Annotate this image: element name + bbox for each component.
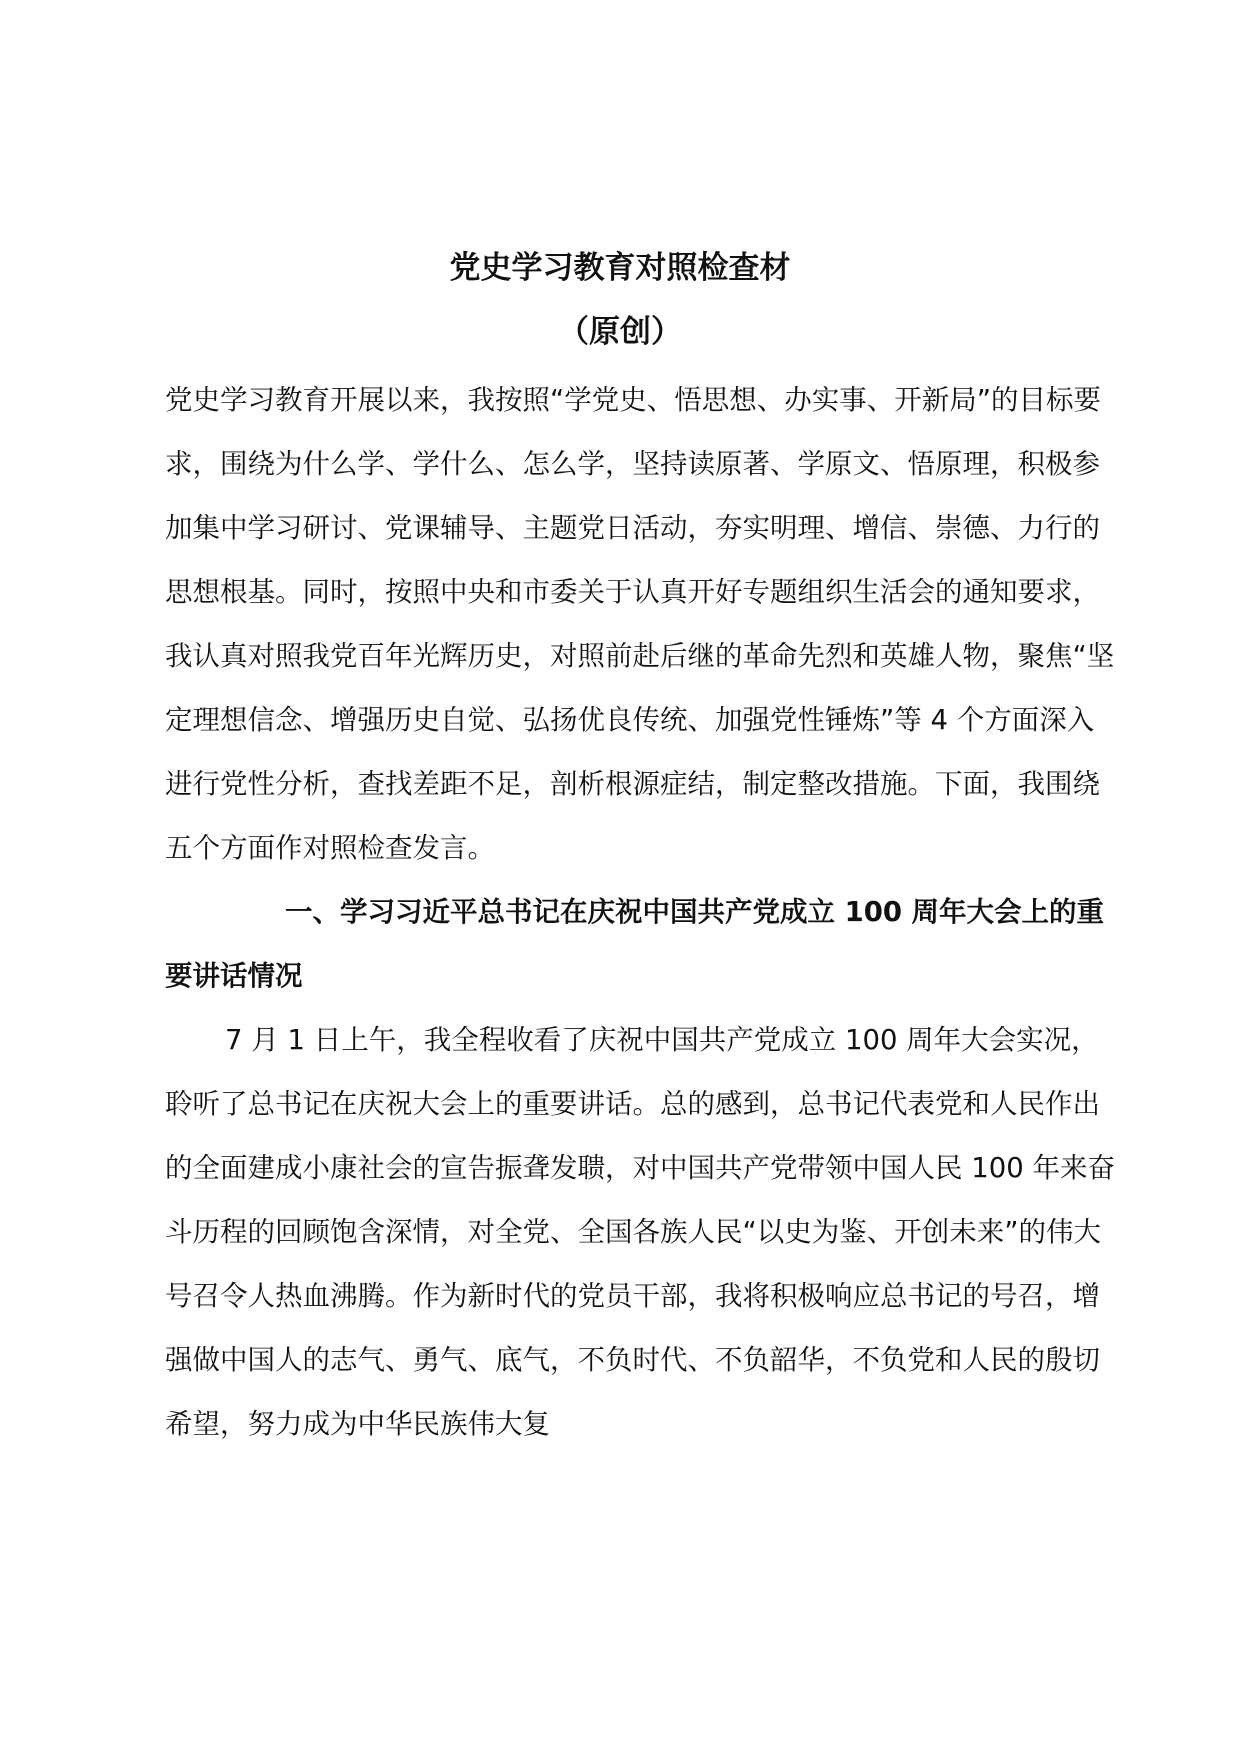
intro-paragraph: 党史学习教育开展以来，我按照“学党史、悟思想、办实事、开新局”的目标要求，围绕为什么学、学什么、怎么学，坚持读原著、学原文、悟原理，积极参加集中学习研讨、党课辅导、主题党日活动，夯实明理、增信、崇德、力行的思想根基。同时，按照中央和市委关于认真开好专题组织生活会的通知要求，我认真对照我党百年光辉历史，对照前赴后继的革命先烈和英雄人物，聚焦“坚定理想信念、增强历史自觉、弘扬优良传统、加强党性锤炼”等 4 个方面深入进行党性分析，查找差距不足，剖析根源症结，制定整改措施。下面，我围绕五个方面作对照检查发言。 [165,384,1115,864]
section-paragraph: 7 月 1 日上午，我全程收看了庆祝中国共产党成立 100 周年大会实况，聆听了总书记在庆祝大会上的重要讲话。总的感到，总书记代表党和人民作出的全面建成小康社会的宣告振聋发聩，对中国共产党带领中国人民 100 年来奋斗历程的回顾饱含深情，对全党、全国各族人民“以史为鉴、开创未来”的伟大号召令人热血沸腾。作为新时代的党员干部，我将积极响应总书记的号召，增强做中国人的志气、勇气、底气，不负时代、不负韶华，不负党和人民的殷切希望，努力成为中华民族伟大复 [165,1024,1115,1440]
document-subtitle: （原创） [558,314,682,350]
document-title: 党史学习教育对照检查材 [449,250,791,286]
document-body [165,368,1115,1456]
section-heading: 一、学习习近平总书记在庆祝中国共产党成立 100 周年大会上的重要讲话情况 [165,896,1105,992]
